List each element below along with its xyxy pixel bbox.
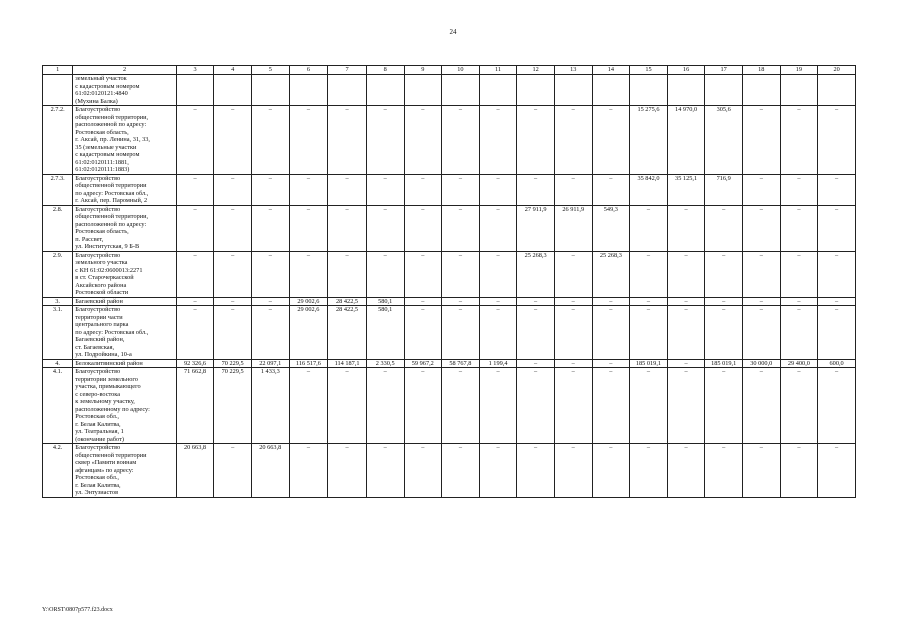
value-cell — [705, 75, 743, 106]
value-cell — [630, 75, 668, 106]
value-cell: 1 433,3 — [251, 368, 289, 444]
table-row — [43, 368, 856, 444]
value-cell: 716,9 — [705, 174, 743, 205]
row-name: Благоустройство общественной территории по адресу: Ростовская обл., г. Аксай, пер. Паромный, 2 — [73, 174, 176, 205]
header-cell: 5 — [251, 66, 289, 75]
value-cell: – — [517, 306, 555, 360]
value-cell: 305,6 — [705, 106, 743, 175]
value-cell: – — [554, 368, 592, 444]
value-cell: 71 662,8 — [176, 368, 214, 444]
value-cell: – — [479, 368, 517, 444]
value-cell: – — [667, 251, 705, 297]
value-cell: – — [366, 444, 404, 498]
value-cell: – — [818, 174, 856, 205]
value-cell: – — [630, 205, 668, 251]
header-cell: 10 — [442, 66, 480, 75]
value-cell: – — [404, 306, 442, 360]
value-cell: – — [630, 251, 668, 297]
value-cell: – — [592, 444, 630, 498]
value-cell: – — [328, 444, 367, 498]
value-cell: – — [176, 205, 214, 251]
value-cell: – — [780, 368, 818, 444]
value-cell: – — [517, 174, 555, 205]
table-row — [43, 106, 856, 175]
value-cell: – — [780, 174, 818, 205]
value-cell: – — [479, 251, 517, 297]
value-cell: – — [366, 251, 404, 297]
value-cell: 35 842,0 — [630, 174, 668, 205]
row-name: Благоустройство общественной территории, расположенной по адресу: Ростовская область, п. Рассвет, ул. Институтская, 9 Б-В — [73, 205, 176, 251]
value-cell: 22 097,1 — [251, 359, 289, 368]
row-number: 4.1. — [43, 368, 73, 444]
value-cell: – — [517, 368, 555, 444]
value-cell: – — [289, 368, 328, 444]
value-cell: 114 187,1 — [328, 359, 367, 368]
value-cell: – — [818, 205, 856, 251]
value-cell: – — [667, 444, 705, 498]
value-cell: 35 125,1 — [667, 174, 705, 205]
value-cell: – — [742, 106, 780, 175]
row-name: Благоустройство общественной территории сквер «Памяти воинам афганцам» по адресу: Ростовская обл., г. Белая Калитва, ул. Энтузиастов — [73, 444, 176, 498]
value-cell: – — [176, 106, 214, 175]
value-cell: – — [667, 297, 705, 306]
value-cell: – — [442, 297, 480, 306]
value-cell — [517, 75, 555, 106]
header-cell: 9 — [404, 66, 442, 75]
value-cell: – — [742, 306, 780, 360]
value-cell: – — [404, 368, 442, 444]
value-cell: – — [742, 205, 780, 251]
value-cell: – — [366, 368, 404, 444]
value-cell: – — [214, 205, 252, 251]
value-cell: 28 422,5 — [328, 297, 367, 306]
value-cell: – — [214, 306, 252, 360]
value-cell: – — [554, 306, 592, 360]
value-cell: 59 967,2 — [404, 359, 442, 368]
value-cell: – — [479, 205, 517, 251]
value-cell: – — [366, 106, 404, 175]
header-cell: 4 — [214, 66, 252, 75]
value-cell: – — [328, 106, 367, 175]
table-row — [43, 251, 856, 297]
file-path-footer: Y:\ORST\0807p577.f23.docx — [42, 607, 113, 613]
value-cell — [404, 75, 442, 106]
value-cell: – — [592, 359, 630, 368]
value-cell: – — [404, 205, 442, 251]
value-cell: – — [554, 359, 592, 368]
value-cell: – — [442, 205, 480, 251]
value-cell: – — [592, 174, 630, 205]
value-cell — [328, 75, 367, 106]
header-cell: 11 — [479, 66, 517, 75]
value-cell: – — [442, 368, 480, 444]
value-cell: – — [592, 106, 630, 175]
value-cell: 20 663,8 — [176, 444, 214, 498]
value-cell: 185 019,1 — [630, 359, 668, 368]
value-cell: 116 517,6 — [289, 359, 328, 368]
value-cell — [442, 75, 480, 106]
value-cell: – — [742, 297, 780, 306]
value-cell: – — [818, 297, 856, 306]
value-cell: – — [667, 368, 705, 444]
table-row — [43, 75, 856, 106]
row-number: 2.9. — [43, 251, 73, 297]
row-name: Благоустройство территории земельного участка, примыкающего с северо-востока к земельному участку, расположенному по адресу: Ростовская обл., г. Белая Калитва, ул. Театральная, 1 (окончание работ) — [73, 368, 176, 444]
value-cell: 30 000,0 — [742, 359, 780, 368]
value-cell: – — [289, 444, 328, 498]
header-cell: 20 — [818, 66, 856, 75]
value-cell: 58 767,8 — [442, 359, 480, 368]
value-cell: – — [630, 444, 668, 498]
value-cell: 25 268,3 — [517, 251, 555, 297]
value-cell: – — [176, 297, 214, 306]
table-row — [43, 174, 856, 205]
value-cell: 70 229,5 — [214, 368, 252, 444]
value-cell: 25 268,3 — [592, 251, 630, 297]
value-cell: – — [442, 106, 480, 175]
value-cell: – — [251, 205, 289, 251]
value-cell: – — [176, 306, 214, 360]
value-cell: – — [705, 251, 743, 297]
value-cell: – — [742, 368, 780, 444]
value-cell: – — [705, 205, 743, 251]
value-cell: 20 663,8 — [251, 444, 289, 498]
value-cell: – — [214, 297, 252, 306]
header-cell: 8 — [366, 66, 404, 75]
value-cell: 29 400,0 — [780, 359, 818, 368]
value-cell — [214, 75, 252, 106]
value-cell — [592, 75, 630, 106]
value-cell: – — [780, 106, 818, 175]
value-cell — [554, 75, 592, 106]
row-number: 2.7.2. — [43, 106, 73, 175]
value-cell: – — [366, 205, 404, 251]
table-row — [43, 444, 856, 498]
value-cell: – — [818, 251, 856, 297]
value-cell — [780, 75, 818, 106]
value-cell: – — [328, 368, 367, 444]
table-row — [43, 297, 856, 306]
value-cell: – — [328, 205, 367, 251]
value-cell: – — [780, 297, 818, 306]
value-cell: – — [742, 174, 780, 205]
value-cell: – — [251, 306, 289, 360]
header-cell: 12 — [517, 66, 555, 75]
value-cell: – — [479, 444, 517, 498]
value-cell: – — [404, 174, 442, 205]
data-table — [42, 65, 856, 498]
value-cell: – — [818, 106, 856, 175]
value-cell: – — [592, 297, 630, 306]
value-cell: – — [705, 444, 743, 498]
value-cell: – — [214, 444, 252, 498]
row-number: 3.1. — [43, 306, 73, 360]
value-cell: – — [705, 297, 743, 306]
value-cell: – — [442, 444, 480, 498]
row-name: Багаевский район — [73, 297, 176, 306]
header-cell: 19 — [780, 66, 818, 75]
value-cell: – — [517, 106, 555, 175]
value-cell: – — [289, 251, 328, 297]
value-cell: – — [705, 368, 743, 444]
value-cell: – — [251, 251, 289, 297]
value-cell: – — [176, 174, 214, 205]
page-number: 24 — [449, 28, 457, 36]
header-cell: 18 — [742, 66, 780, 75]
header-cell: 16 — [667, 66, 705, 75]
value-cell — [742, 75, 780, 106]
value-cell: – — [554, 444, 592, 498]
value-cell: – — [442, 251, 480, 297]
value-cell: 26 911,9 — [554, 205, 592, 251]
value-cell: 1 199,4 — [479, 359, 517, 368]
value-cell: – — [818, 444, 856, 498]
row-name: Белокалитвинский район — [73, 359, 176, 368]
value-cell: – — [742, 444, 780, 498]
value-cell: 27 911,9 — [517, 205, 555, 251]
table-row — [43, 205, 856, 251]
row-number — [43, 75, 73, 106]
value-cell — [289, 75, 328, 106]
value-cell: – — [214, 174, 252, 205]
value-cell: 185 019,1 — [705, 359, 743, 368]
value-cell: – — [705, 306, 743, 360]
row-name: Благоустройство земельного участка с КН 61:02:0600013:2271 в ст. Старочеркасской Аксайского района Ростовской области — [73, 251, 176, 297]
value-cell: – — [289, 174, 328, 205]
value-cell — [366, 75, 404, 106]
value-cell: 92 326,6 — [176, 359, 214, 368]
value-cell — [818, 75, 856, 106]
value-cell — [176, 75, 214, 106]
value-cell: – — [479, 106, 517, 175]
value-cell: – — [404, 297, 442, 306]
value-cell: – — [592, 368, 630, 444]
value-cell: 15 275,6 — [630, 106, 668, 175]
row-number: 2.7.3. — [43, 174, 73, 205]
value-cell: – — [780, 205, 818, 251]
value-cell: – — [251, 106, 289, 175]
header-cell: 14 — [592, 66, 630, 75]
row-number: 3. — [43, 297, 73, 306]
value-cell: – — [251, 297, 289, 306]
value-cell: – — [442, 174, 480, 205]
value-cell: – — [289, 106, 328, 175]
value-cell: – — [554, 174, 592, 205]
header-cell: 2 — [73, 66, 176, 75]
value-cell: – — [214, 251, 252, 297]
value-cell: – — [780, 444, 818, 498]
value-cell — [251, 75, 289, 106]
value-cell: – — [630, 368, 668, 444]
value-cell: – — [328, 174, 367, 205]
value-cell: – — [176, 251, 214, 297]
value-cell: 580,1 — [366, 306, 404, 360]
value-cell: – — [554, 297, 592, 306]
header-cell: 1 — [43, 66, 73, 75]
value-cell: – — [479, 306, 517, 360]
value-cell: 549,3 — [592, 205, 630, 251]
header-cell: 3 — [176, 66, 214, 75]
value-cell: – — [366, 174, 404, 205]
header-row — [43, 66, 856, 75]
value-cell: – — [554, 106, 592, 175]
row-name: Благоустройство общественной территории, расположенной по адресу: Ростовская область, г. Аксай, пр. Ленина, 31, 33, 35 (земельные участки с кадастровым номером 61:02:0120111:1881, 61:02:0120111:1883) — [73, 106, 176, 175]
header-cell: 6 — [289, 66, 328, 75]
value-cell: – — [442, 306, 480, 360]
value-cell: – — [517, 297, 555, 306]
value-cell: – — [592, 306, 630, 360]
header-cell: 17 — [705, 66, 743, 75]
row-number: 4. — [43, 359, 73, 368]
value-cell: – — [289, 205, 328, 251]
row-name: Благоустройство территории части центрального парка по адресу: Ростовская обл., Багаевский район, ст. Багаевская, ул. Подройкина, 10-а — [73, 306, 176, 360]
value-cell: – — [780, 251, 818, 297]
value-cell: – — [667, 306, 705, 360]
value-cell: – — [780, 306, 818, 360]
value-cell: – — [214, 106, 252, 175]
value-cell — [667, 75, 705, 106]
value-cell: – — [667, 359, 705, 368]
value-cell: – — [517, 444, 555, 498]
value-cell: 2 330,5 — [366, 359, 404, 368]
value-cell: – — [251, 174, 289, 205]
value-cell: – — [818, 306, 856, 360]
header-cell: 15 — [630, 66, 668, 75]
value-cell: – — [630, 306, 668, 360]
value-cell: – — [479, 174, 517, 205]
value-cell: – — [517, 359, 555, 368]
value-cell: 29 002,6 — [289, 306, 328, 360]
value-cell: – — [554, 251, 592, 297]
table-row — [43, 359, 856, 368]
row-name: земельный участок с кадастровым номером 61:02:0120121:4840 (Мухина Балка) — [73, 75, 176, 106]
value-cell: – — [479, 297, 517, 306]
header-cell: 13 — [554, 66, 592, 75]
value-cell: – — [742, 251, 780, 297]
value-cell: – — [404, 444, 442, 498]
value-cell: 28 422,5 — [328, 306, 367, 360]
value-cell: 580,1 — [366, 297, 404, 306]
row-number: 4.2. — [43, 444, 73, 498]
value-cell: 29 002,6 — [289, 297, 328, 306]
value-cell: – — [328, 251, 367, 297]
value-cell: – — [630, 297, 668, 306]
row-number: 2.8. — [43, 205, 73, 251]
value-cell: 70 229,5 — [214, 359, 252, 368]
header-cell: 7 — [328, 66, 367, 75]
value-cell: – — [404, 106, 442, 175]
table-row — [43, 306, 856, 360]
value-cell: – — [404, 251, 442, 297]
value-cell — [479, 75, 517, 106]
value-cell: – — [818, 368, 856, 444]
value-cell: 14 970,0 — [667, 106, 705, 175]
value-cell: 600,0 — [818, 359, 856, 368]
value-cell: – — [667, 205, 705, 251]
